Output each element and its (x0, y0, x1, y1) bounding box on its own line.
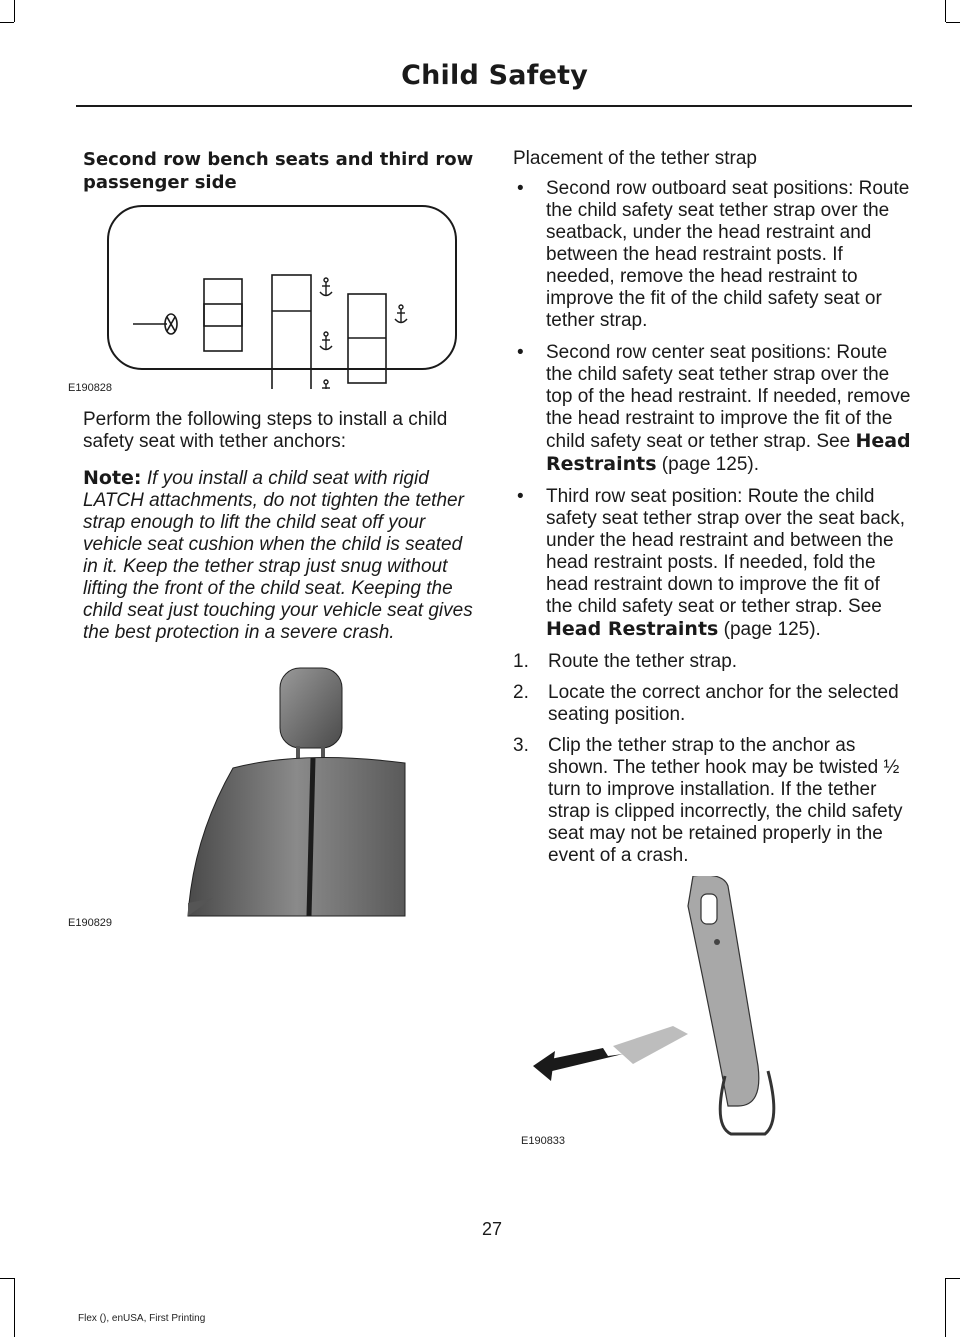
crop-mark (946, 1278, 960, 1279)
step-number: 2. (513, 682, 529, 703)
seat-figure (68, 658, 478, 929)
step-text: Route the tether strap. (548, 651, 738, 672)
bullet-text: Second row outboard seat positions: Route the child safety seat tether strap over the seatback, under the head restraint and between the head restraint posts. If needed, remove the head restraint to improve the fit of the child safety seat or tether strap. (546, 178, 910, 331)
section-heading: Second row bench seats and third row passenger side (83, 149, 474, 193)
intro-paragraph: Perform the following steps to install a child safety seat with tether anchors: (83, 409, 448, 452)
anchor-icon (395, 305, 407, 323)
steps-list (513, 651, 911, 867)
crop-mark (14, 0, 15, 22)
print-info: Flex (), enUSA, First Printing (78, 1313, 206, 1324)
step-number: 3. (513, 735, 529, 756)
anchor-layout-figure (68, 204, 478, 394)
crop-mark (945, 0, 946, 22)
figure-code: E190829 (68, 917, 113, 929)
crop-mark (14, 1278, 15, 1337)
page-title: Child Safety (401, 60, 588, 91)
list-item (513, 651, 911, 673)
tether-hook-illustration (513, 876, 911, 1141)
list-item (513, 178, 911, 332)
note-text: If you install a child seat with rigid LATCH attachments, do not tighten the tether strap enough to lift the child seat off your vehicle seat cushion when the child is seated in it. Keep the tether strap just snug without lifting the front of the child seat. Keeping the child seat just touching your vehicle seat gives the best protection in a severe crash. (83, 468, 473, 643)
seat-illustration (83, 658, 478, 923)
left-column (68, 148, 478, 929)
anchor-icon (320, 380, 332, 389)
right-column (513, 148, 911, 1147)
figure-code: E190828 (68, 382, 113, 394)
bullet-list (513, 178, 911, 641)
cross-reference-link[interactable]: Head Restraints (546, 430, 911, 475)
list-item (513, 486, 911, 641)
anchor-icon (320, 278, 332, 296)
figure-code: E190833 (521, 1135, 566, 1147)
crop-mark (0, 22, 14, 23)
page-reference: (page 125). (656, 454, 759, 475)
page-number: 27 (481, 1219, 503, 1239)
crop-mark (0, 1278, 14, 1279)
note-label: Note: (83, 467, 142, 489)
anchor-icon (320, 332, 332, 350)
bullet-mark: • (517, 486, 524, 507)
step-number: 1. (513, 651, 529, 672)
cross-reference-link[interactable]: Head Restraints (546, 618, 719, 640)
bullet-text: Third row seat position: Route the child safety seat tether strap over the seat back, under the head restraint and between the head restraint posts. If needed, fold the head restraint down to improve the fit of the child safety seat or tether strap. See (546, 486, 906, 617)
list-item (513, 735, 911, 867)
tether-hook-figure (513, 876, 911, 1147)
placement-title: Placement of the tether strap (513, 148, 757, 169)
title-rule (76, 105, 912, 107)
bullet-mark: • (517, 342, 524, 363)
crop-mark (945, 1278, 946, 1337)
page-reference: (page 125). (718, 619, 821, 640)
bullet-mark: • (517, 178, 524, 199)
step-text: Locate the correct anchor for the selected seating position. (548, 682, 899, 725)
step-text: Clip the tether strap to the anchor as shown. The tether hook may be twisted ½ turn to improve installation. If the tether strap is clipped incorrectly, the child safety seat may not be retained properly in the event of a crash. (548, 735, 903, 866)
note-paragraph (83, 467, 478, 644)
bullet-text: Second row center seat positions: Route the child safety seat tether strap over the top of the head restraint. If needed, remove the head restraint to improve the fit of the child safety seat or tether strap. See (546, 342, 911, 452)
list-item (513, 342, 911, 476)
list-item (513, 682, 911, 726)
anchor-layout-diagram (83, 204, 478, 389)
crop-mark (946, 22, 960, 23)
